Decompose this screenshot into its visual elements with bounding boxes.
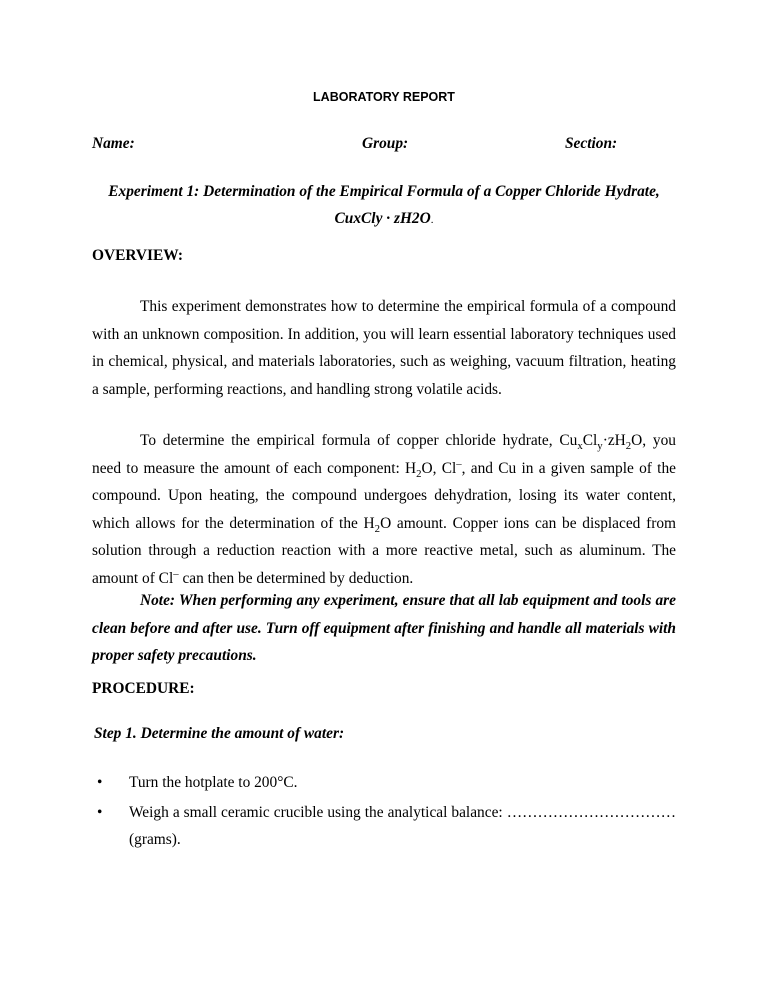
p2-text-6: , and Cu in a given sample of the compound. Upon heating, the compound undergoes dehydration, losing its water content, which allows for the determination of the H [92, 459, 676, 532]
section-label: Section: [565, 135, 618, 152]
group-label: Group: [362, 135, 409, 152]
bullet-icon: • [97, 803, 103, 821]
p2-text-2: Cl [582, 432, 598, 449]
list-item-text: Weigh a small ceramic crucible using the analytical balance: …………………………… (grams). [129, 803, 676, 848]
p2-text-3: ·zH [602, 432, 626, 449]
p2-sub-2c: 2 [374, 522, 381, 535]
p2-sub-2b: 2 [416, 467, 422, 480]
p2-text-8: can then be determined by deduction. [178, 569, 414, 587]
p2-sub-2a: 2 [625, 440, 632, 453]
overview-paragraph-1-text: This experiment demonstrates how to determine the empirical formula of a compound with an unknown composition. In addition, you will learn essential laboratory techniques used in chemical, physical, and materials laboratories, such as weighing, vacuum filtration, heating a sample, performing reactions, and handling strong volatile acids. [92, 298, 676, 398]
experiment-title-line1: Experiment 1: Determination of the Empirical Formula of a Copper Chloride Hydrate, [108, 183, 660, 200]
step-1-heading: Step 1. Determine the amount of water: [94, 725, 345, 742]
experiment-title-line2 [92, 205, 676, 234]
experiment-period: . [430, 214, 434, 226]
list-item-text: Turn the hotplate to 200°C. [129, 774, 298, 791]
experiment-formula: CuxCly · zH2O [334, 210, 431, 227]
overview-heading: OVERVIEW: [92, 247, 183, 264]
experiment-title [92, 178, 676, 234]
procedure-heading: PROCEDURE: [92, 680, 195, 697]
p2-sup-minus-b: – [173, 567, 179, 580]
p2-text-1: To determine the empirical formula of copper chloride hydrate, Cu [140, 432, 578, 449]
list-item [92, 769, 676, 797]
safety-note [92, 587, 676, 670]
overview-paragraph-2 [92, 427, 676, 592]
p2-text-5: O, Cl [421, 459, 457, 477]
p2-sup-minus-a: – [456, 457, 462, 470]
p2-sub-y: y [597, 440, 603, 453]
bullet-icon: • [97, 774, 103, 791]
p2-text-4: O, you need to measure the amount of each component: H [92, 432, 676, 477]
overview-paragraph-1 [92, 293, 676, 403]
report-title: LABORATORY REPORT [313, 90, 455, 104]
name-label: Name: [92, 135, 135, 152]
step-1-list [92, 769, 676, 856]
list-item [92, 799, 676, 854]
p2-sub-x: x [577, 440, 583, 453]
p2-text-7: O amount. Copper ions can be displaced from solution through a reduction reaction with a more reactive metal, such as aluminum. The amount of Cl [92, 514, 676, 587]
safety-note-text: Note: When performing any experiment, ensure that all lab equipment and tools are clean before and after use. Turn off equipment after finishing and handle all materials with proper safety precautions. [92, 592, 676, 664]
